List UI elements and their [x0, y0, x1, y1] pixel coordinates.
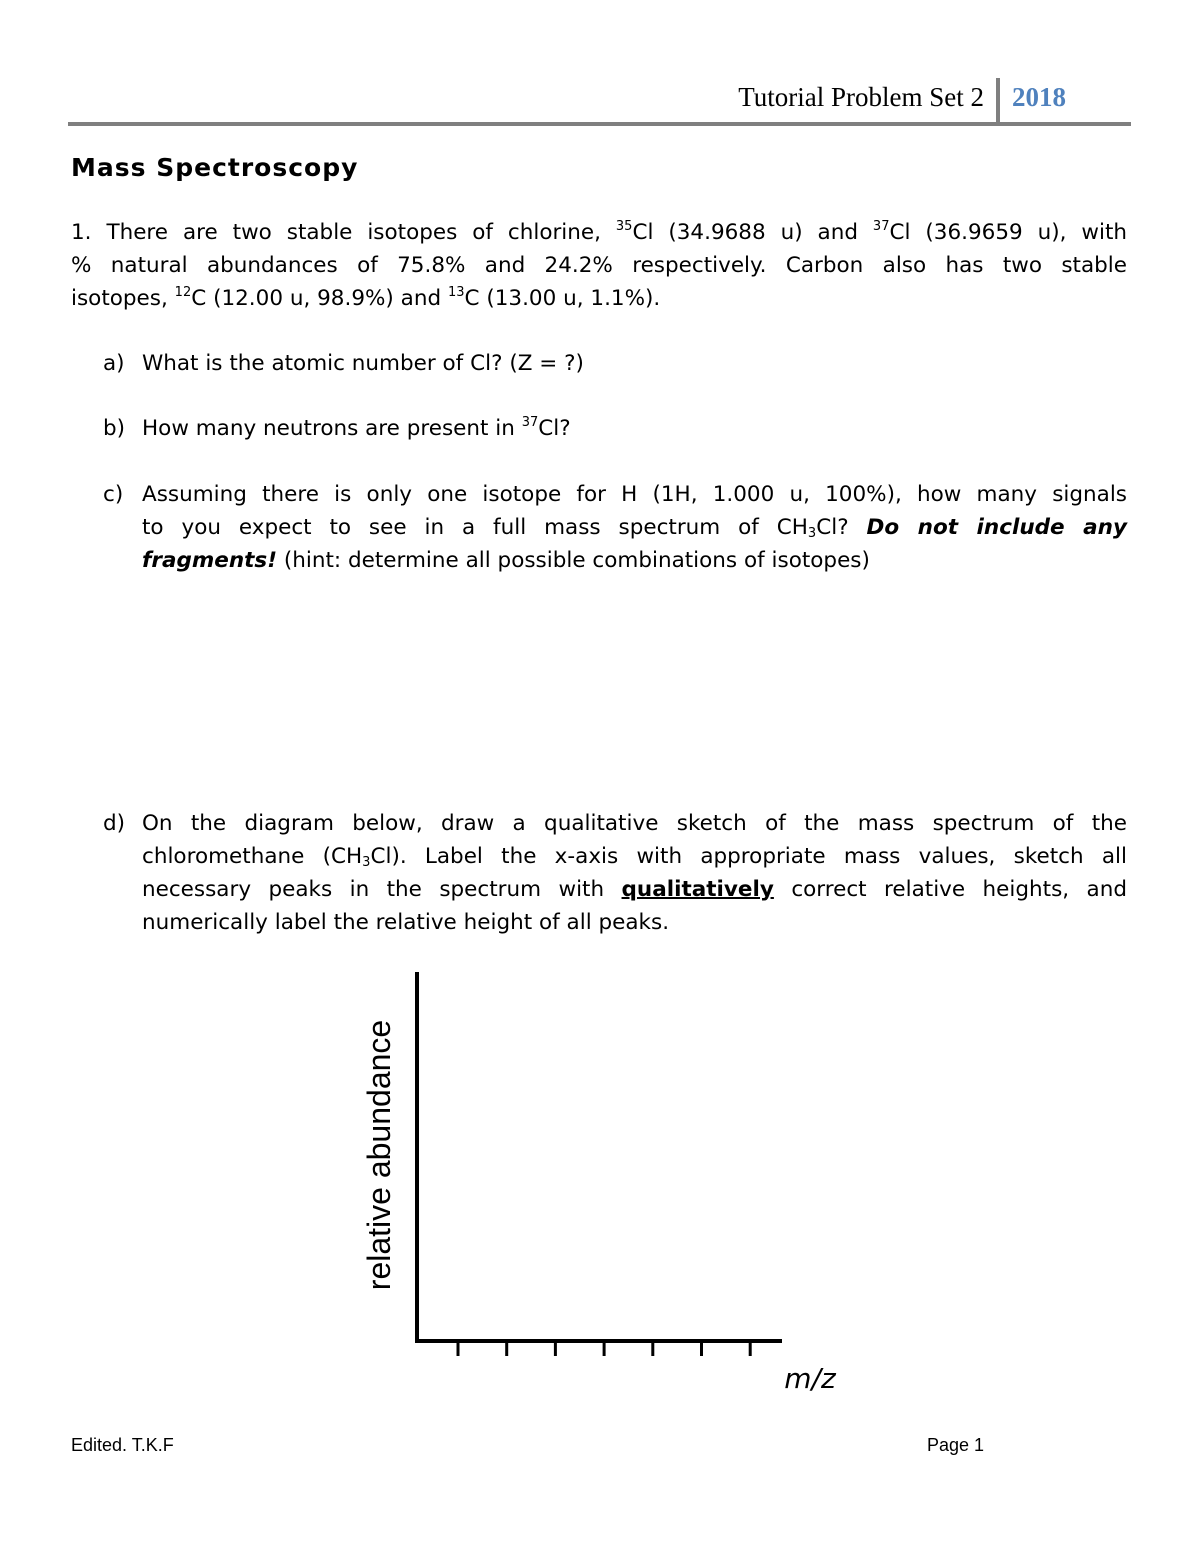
- text-run: to you expect to see in a full mass spectrum of CH: [142, 515, 808, 540]
- subscript: 3: [807, 526, 817, 541]
- problem-1-intro: [71, 216, 1127, 315]
- superscript: 12: [174, 285, 192, 300]
- problem-1-line-3: [71, 282, 1127, 315]
- header-rule: [68, 122, 1131, 126]
- text-run: Cl). Label the x-axis with appropriate mass values, sketch all: [370, 844, 1127, 869]
- text-run: C (13.00 u, 1.1%).: [464, 286, 661, 311]
- section-title: Mass Spectroscopy: [71, 153, 359, 182]
- question-label: b): [103, 416, 126, 441]
- question-text: What is the atomic number of Cl? (Z = ?): [142, 351, 584, 376]
- text-run: Cl (34.9688 u) and: [632, 220, 873, 245]
- emphasis-text: Do not include any: [866, 515, 1127, 540]
- text-run: necessary peaks in the spectrum with: [142, 877, 622, 902]
- question-d-line-2: [142, 840, 1127, 873]
- header-divider: [996, 78, 1000, 124]
- emphasis-text: fragments!: [142, 548, 278, 573]
- problem-1-line-1: [71, 216, 1127, 249]
- question-text: [142, 478, 1127, 577]
- superscript: 35: [615, 219, 633, 234]
- x-axis-ticks: [458, 1341, 750, 1356]
- question-d-line-1: On the diagram below, draw a qualitative sketch of the mass spectrum of the: [142, 811, 1127, 836]
- header-title: Tutorial Problem Set 2: [738, 82, 984, 112]
- superscript: 37: [521, 415, 539, 430]
- question-label: a): [103, 351, 125, 376]
- text-run: C (12.00 u, 98.9%) and: [191, 286, 448, 311]
- superscript: 37: [872, 219, 890, 234]
- question-text: [142, 807, 1127, 939]
- text-run: (hint: determine all possible combinations of isotopes): [277, 548, 870, 573]
- y-axis-label: relative abundance: [361, 1019, 397, 1291]
- question-d-line-3: [142, 873, 1127, 906]
- blank-spectrum-axes: [340, 960, 860, 1400]
- question-text: [142, 412, 1127, 445]
- question-c-line-2: [142, 511, 1127, 544]
- text-run: Cl?: [816, 515, 867, 540]
- footer-left: Edited. T.K.F: [71, 1435, 174, 1455]
- text-run: correct relative heights, and: [773, 877, 1127, 902]
- superscript: 13: [447, 285, 465, 300]
- text-run: Cl?: [538, 416, 571, 441]
- text-run: 1. There are two stable isotopes of chlorine,: [71, 220, 616, 245]
- subscript: 3: [362, 855, 371, 870]
- text-run: Cl (36.9659 u), with: [889, 220, 1127, 245]
- footer-page-number: Page 1: [927, 1435, 985, 1455]
- x-axis-label: m/z: [784, 1362, 836, 1395]
- text-run: How many neutrons are present in: [142, 416, 522, 441]
- text-run: isotopes,: [71, 286, 175, 311]
- question-c-line-3: [142, 544, 1127, 577]
- underlined-emphasis: qualitatively: [621, 877, 774, 902]
- text-run: chloromethane (CH: [142, 844, 363, 869]
- question-label: c): [103, 482, 124, 507]
- question-label: d): [103, 811, 126, 836]
- problem-1-line-2: % natural abundances of 75.8% and 24.2% respectively. Carbon also has two stable: [71, 253, 1127, 278]
- question-d-line-4: numerically label the relative height of all peaks.: [142, 910, 670, 935]
- question-c-line-1: Assuming there is only one isotope for H (1H, 1.000 u, 100%), how many signals: [142, 482, 1127, 507]
- header-year: 2018: [1012, 82, 1066, 112]
